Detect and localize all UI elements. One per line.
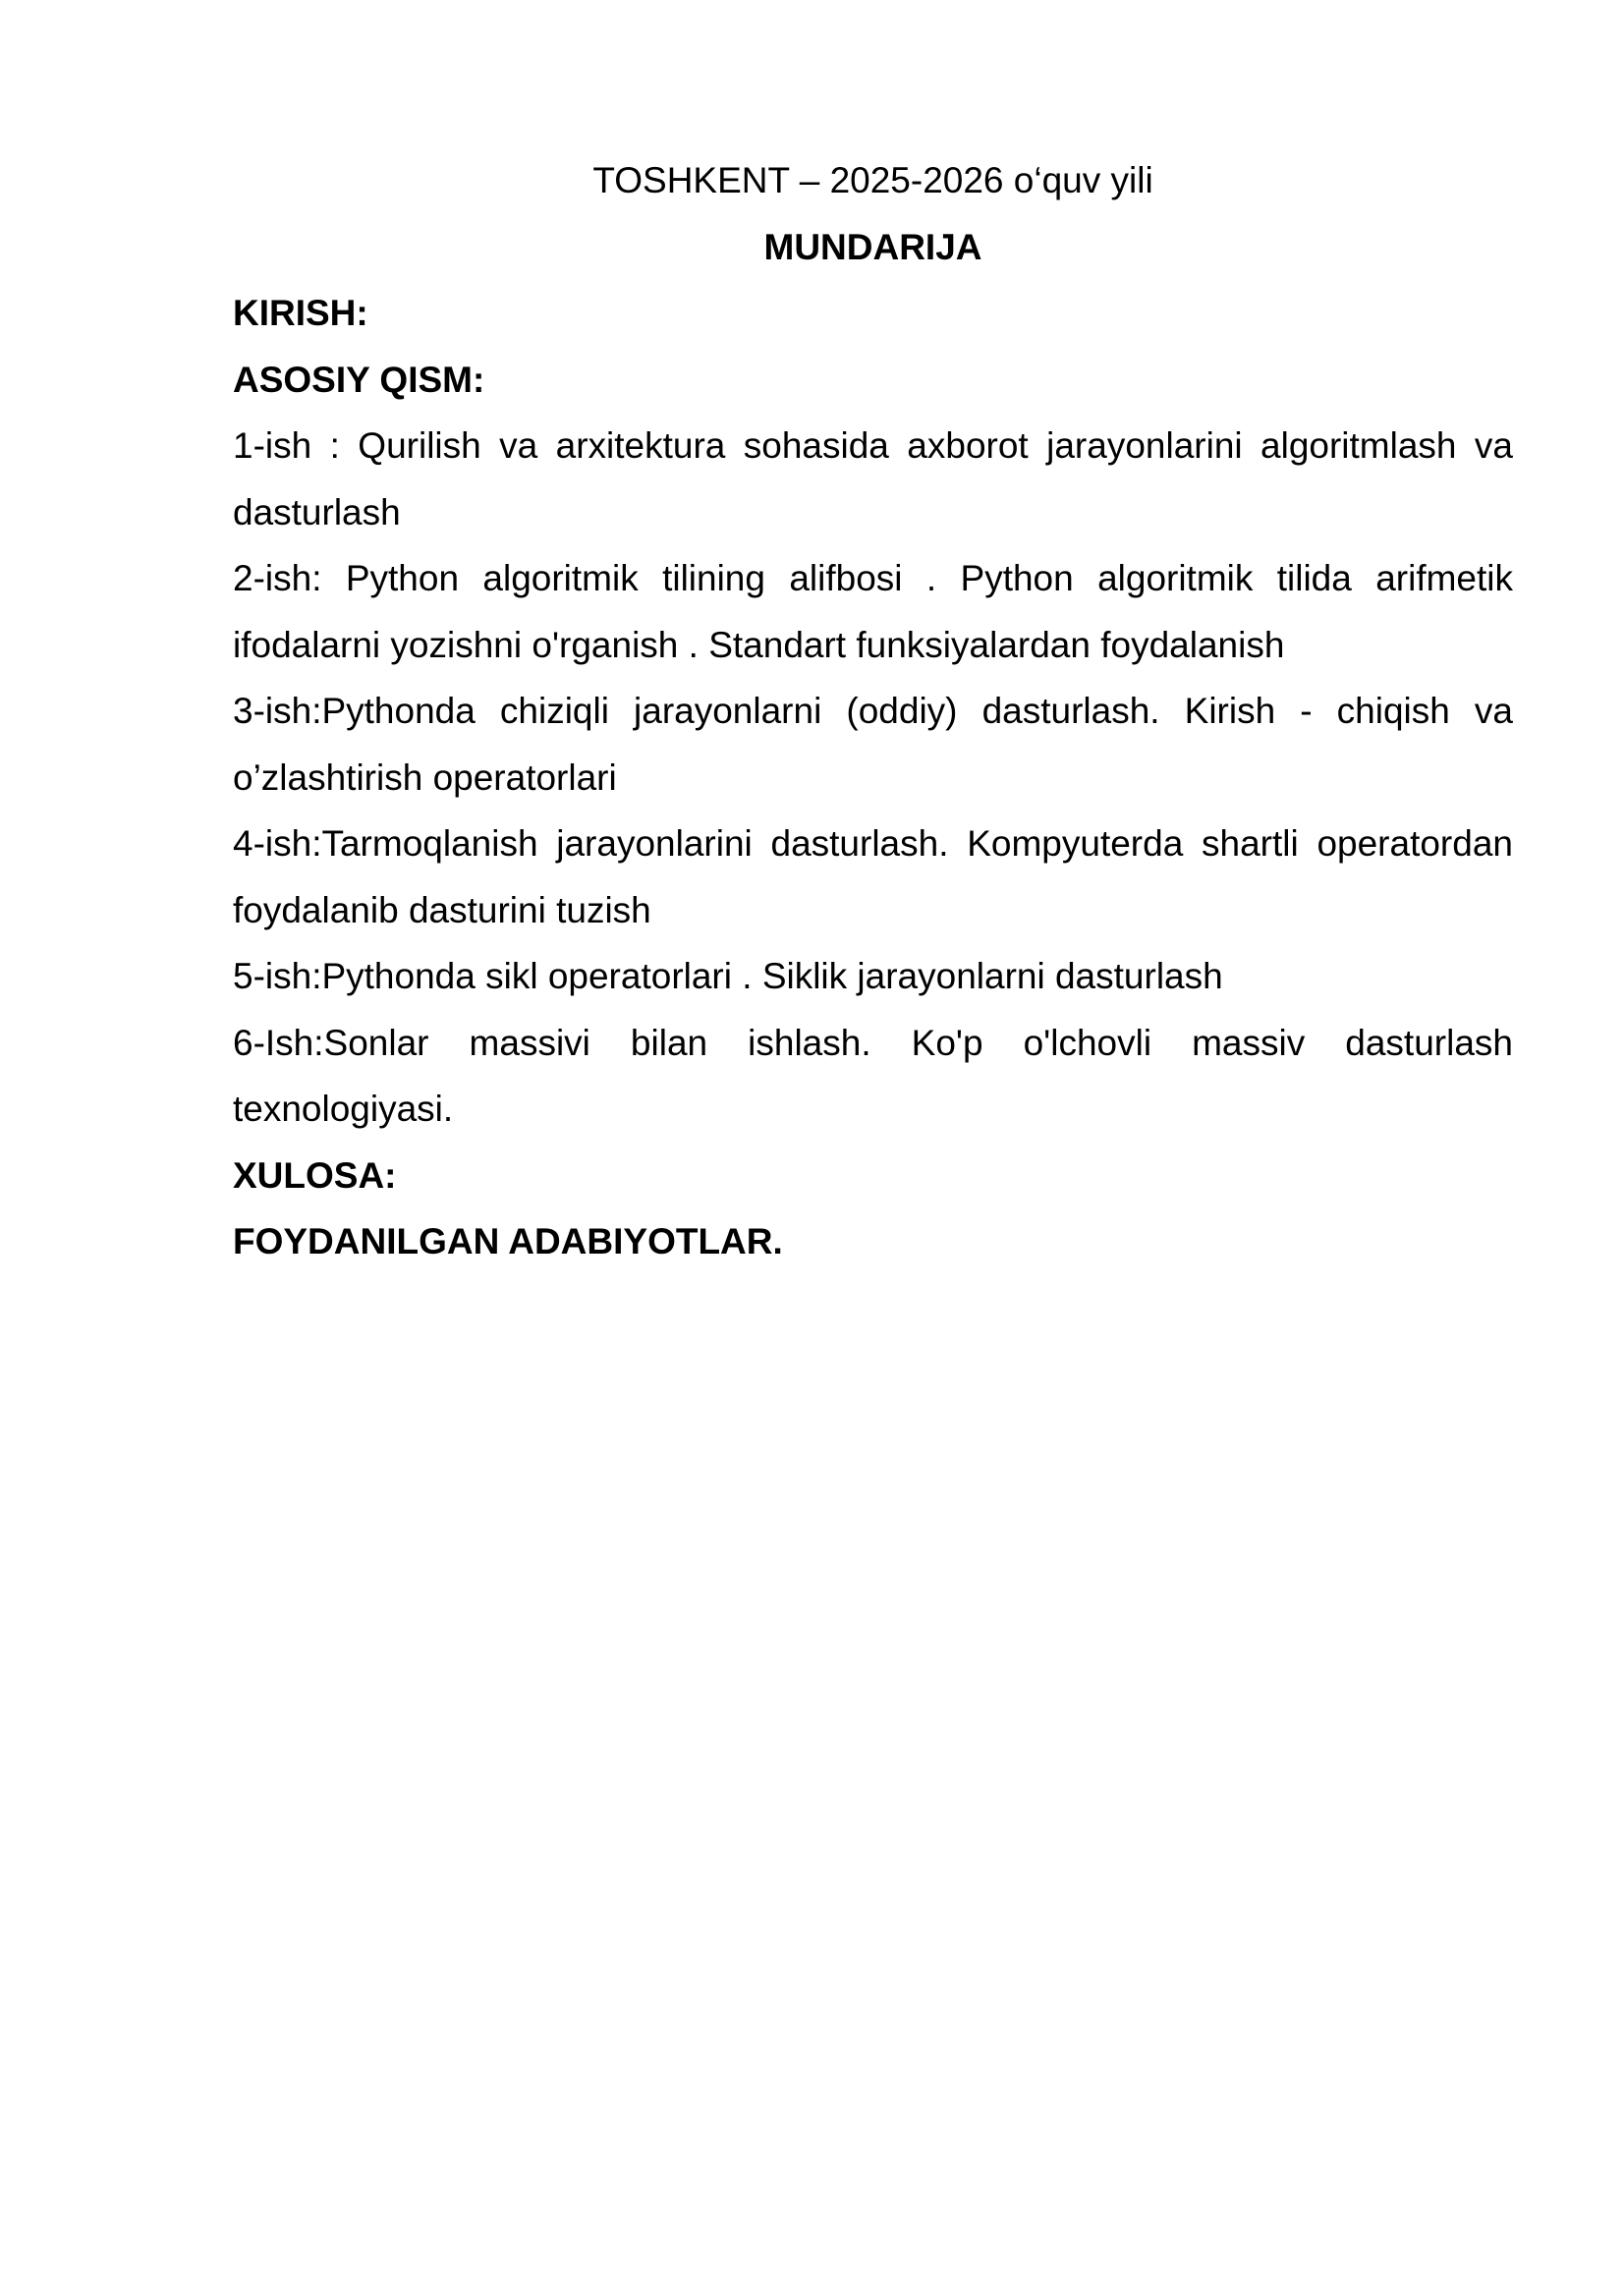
toc-entry-work-4: 4-ish:Tarmoqlanish jarayonlarini dasturlash. Kompyuterda shartli operatordan foydalanib dasturini tuzish xyxy=(233,823,1513,930)
page-title: MUNDARIJA xyxy=(763,226,982,267)
table-of-contents xyxy=(233,147,1513,1275)
toc-entry-references: FOYDANILGAN ADABIYOTLAR. xyxy=(233,1221,783,1261)
toc-entry-work-5: 5-ish:Pythonda sikl operatorlari . Siklik jarayonlarni dasturlash xyxy=(233,956,1223,996)
toc-entry-work-6: 6-Ish:Sonlar massivi bilan ishlash. Ko'p o'lchovli massiv dasturlash texnologiyasi. xyxy=(233,1022,1513,1129)
toc-entry-work-1: 1-ish : Qurilish va arxitektura sohasida axborot jarayonlarini algoritmlash va dasturlash xyxy=(233,425,1513,532)
toc-entry-main-part: ASOSIY QISM: xyxy=(233,359,485,400)
toc-entry-work-2: 2-ish: Python algoritmik tilining alifbosi . Python algoritmik tilida arifmetik ifodalarni yozishni o'rganish . Standart funksiyalardan foydalanish xyxy=(233,558,1513,665)
toc-entry-intro: KIRISH: xyxy=(233,293,368,333)
toc-entry-conclusion: XULOSA: xyxy=(233,1154,397,1196)
place-year-line: TOSHKENT – 2025-2026 o‘quv yili xyxy=(592,160,1153,200)
toc-entry-work-3: 3-ish:Pythonda chiziqli jarayonlarni (oddiy) dasturlash. Kirish - chiqish va o’zlashtirish operatorlari xyxy=(233,691,1513,798)
